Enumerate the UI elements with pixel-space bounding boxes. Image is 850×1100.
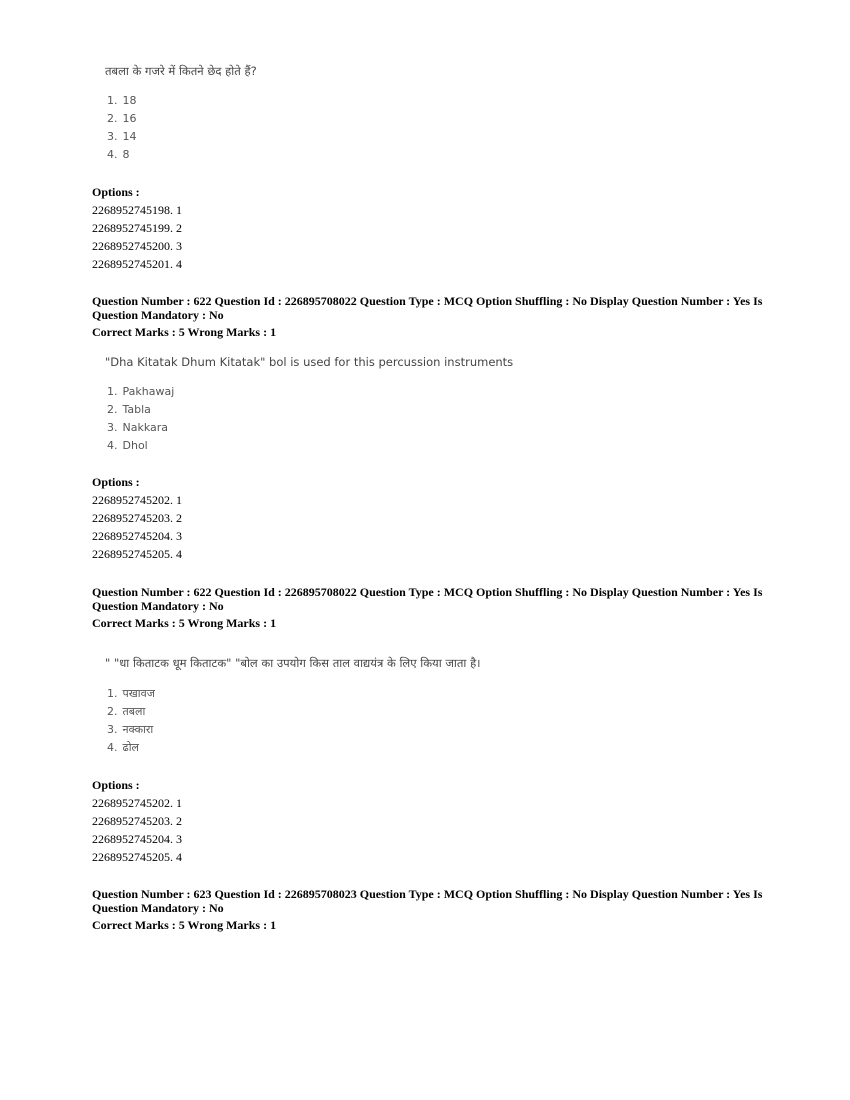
option-id-row: 2268952745204. 3 — [92, 832, 182, 846]
choice-item: 4. Dhol — [107, 439, 148, 452]
question-meta — [92, 887, 764, 932]
option-id-row: 2268952745199. 2 — [92, 221, 182, 235]
choice-item: 2. 16 — [107, 112, 137, 125]
choice-item: 3. 14 — [107, 130, 137, 143]
question-meta — [92, 585, 764, 630]
choice-item: 2. तबला — [107, 705, 146, 718]
question-meta-line: Question Number : 623 Question Id : 226895708023 Question Type : MCQ Option Shuffling : No Display Question Number : Yes Is Question Mandatory : No — [92, 887, 763, 915]
choice-item: 2. Tabla — [107, 403, 151, 416]
options-label: Options : — [92, 475, 140, 489]
options-label: Options : — [92, 185, 140, 199]
choice-item: 1. Pakhawaj — [107, 385, 175, 398]
option-id-row: 2268952745204. 3 — [92, 529, 182, 543]
options-block — [92, 183, 182, 273]
marks-line: Correct Marks : 5 Wrong Marks : 1 — [92, 918, 277, 932]
option-id-row: 2268952745202. 1 — [92, 493, 182, 507]
option-id-row: 2268952745205. 4 — [92, 547, 182, 561]
options-block — [92, 776, 182, 866]
question-meta-line: Question Number : 622 Question Id : 226895708022 Question Type : MCQ Option Shuffling : No Display Question Number : Yes Is Question Mandatory : No — [92, 294, 763, 322]
marks-line: Correct Marks : 5 Wrong Marks : 1 — [92, 325, 277, 339]
choice-item: 3. Nakkara — [107, 421, 169, 434]
choice-item: 4. ढोल — [107, 741, 139, 754]
question-meta — [92, 294, 764, 339]
option-id-row: 2268952745201. 4 — [92, 257, 182, 271]
marks-line: Correct Marks : 5 Wrong Marks : 1 — [92, 616, 277, 630]
choice-item: 3. नक्कारा — [107, 723, 154, 736]
option-id-row: 2268952745198. 1 — [92, 203, 182, 217]
option-id-row: 2268952745203. 2 — [92, 511, 182, 525]
question-text: " "धा किताटक धूम किताटक" "बोल का उपयोग किस ताल वाद्ययंत्र के लिए किया जाता है। — [105, 656, 481, 670]
option-id-row: 2268952745200. 3 — [92, 239, 182, 253]
question-meta-line: Question Number : 622 Question Id : 226895708022 Question Type : MCQ Option Shuffling : No Display Question Number : Yes Is Question Mandatory : No — [92, 585, 763, 613]
question-text: तबला के गजरे में कितने छेद होते हैं? — [105, 64, 257, 78]
choice-item: 1. पखावज — [107, 687, 155, 700]
choice-list — [107, 685, 155, 757]
question-text: "Dha Kitatak Dhum Kitatak" bol is used for this percussion instruments — [105, 355, 514, 369]
choice-list — [107, 383, 174, 455]
option-id-row: 2268952745205. 4 — [92, 850, 182, 864]
option-id-row: 2268952745203. 2 — [92, 814, 182, 828]
choice-item: 1. 18 — [107, 94, 137, 107]
option-id-row: 2268952745202. 1 — [92, 796, 182, 810]
choice-item: 4. 8 — [107, 148, 130, 161]
options-label: Options : — [92, 778, 140, 792]
options-block — [92, 473, 182, 563]
choice-list — [107, 92, 137, 164]
